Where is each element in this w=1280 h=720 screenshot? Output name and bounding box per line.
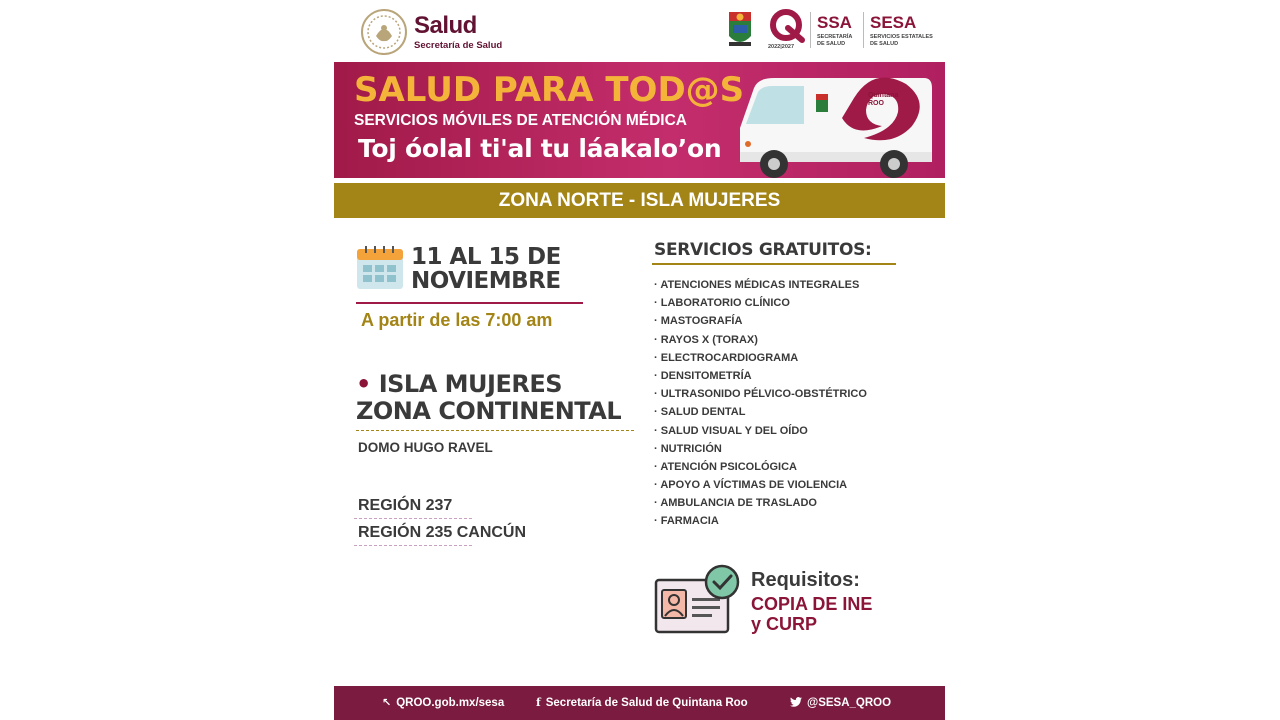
footer-web-link[interactable] (382, 686, 504, 720)
footer-twitter-link[interactable] (790, 686, 891, 720)
footer-web-text: QROO.gob.mx/sesa (396, 697, 505, 709)
zone-part2: ISLA MUJERES (640, 190, 781, 211)
date-line-2: NOVIEMBRE (411, 268, 561, 294)
event-venue: DOMO HUGO RAVEL (358, 440, 493, 455)
twitter-icon (790, 697, 802, 707)
region-1: REGIÓN 237 (358, 497, 453, 514)
q-years: 2022|2027 (768, 44, 795, 50)
event-time: A partir de las 7:00 am (361, 310, 553, 330)
list-item: · DENSITOMETRÍA (654, 367, 867, 385)
ssa-title: SSA (817, 13, 852, 32)
footer-twitter-text: @SESA_QROO (807, 697, 892, 709)
sesa-sub-1: SERVICIOS ESTATALES (870, 34, 933, 40)
event-place (356, 371, 621, 425)
van-label-1: Quintana (868, 92, 899, 99)
requirements-text (751, 594, 872, 634)
region-divider (354, 518, 472, 519)
footer-facebook-text: Secretaría de Salud de Quintana Roo (545, 697, 748, 709)
list-item: · SALUD VISUAL Y DEL OÍDO (654, 422, 867, 440)
banner-subtitle: SERVICIOS MÓVILES DE ATENCIÓN MÉDICA (354, 112, 688, 129)
date-divider (356, 302, 583, 304)
place-divider (356, 430, 634, 431)
cursor-icon: ↖︎ (382, 697, 392, 709)
id-card-check-icon (654, 564, 742, 636)
ssa-sub-1: SECRETARÍA (817, 34, 853, 40)
list-item: · LABORATORIO CLÍNICO (654, 294, 867, 312)
list-item: · FARMACIA (654, 512, 867, 530)
quintana-roo-shield-icon (727, 10, 753, 48)
requirement-1: COPIA DE INE (751, 594, 873, 614)
ssa-sub-2: DE SALUD (817, 40, 846, 47)
list-item: · ELECTROCARDIOGRAMA (654, 349, 867, 367)
header-divider (810, 12, 811, 48)
calendar-icon (356, 243, 404, 291)
place-line-2: ZONA CONTINENTAL (356, 397, 622, 425)
zone-separator: - (623, 190, 641, 211)
list-item: · ATENCIONES MÉDICAS INTEGRALES (654, 276, 867, 294)
van-label (868, 92, 898, 108)
poster (334, 0, 945, 720)
header-divider (863, 12, 864, 48)
gov-brand (414, 14, 502, 51)
services-title: SERVICIOS GRATUITOS: (654, 240, 872, 260)
event-dates (411, 245, 561, 293)
zone-part1: ZONA NORTE (498, 190, 624, 211)
zone-bar (334, 183, 945, 218)
list-item: · RAYOS X (TORAX) (654, 331, 867, 349)
region-divider (354, 545, 472, 546)
sesa-sub-2: DE SALUD (870, 40, 899, 47)
list-item: · AMBULANCIA DE TRASLADO (654, 494, 867, 512)
coat-of-arms-logo (360, 8, 408, 56)
banner-maya-slogan: Toj óolal ti'al tu láakalo’on (358, 134, 722, 163)
place-line-1: ISLA MUJERES (378, 370, 562, 398)
list-item: · ULTRASONIDO PÉLVICO-OBSTÉTRICO (654, 385, 867, 403)
list-item: · MASTOGRAFÍA (654, 312, 867, 330)
services-list (654, 276, 867, 531)
sesa-title: SESA (870, 13, 917, 32)
services-divider (652, 263, 896, 265)
footer-facebook-link[interactable] (536, 686, 748, 720)
list-item: · APOYO A VÍCTIMAS DE VIOLENCIA (654, 476, 867, 494)
list-item: · SALUD DENTAL (654, 403, 867, 421)
banner-title: SALUD PARA TOD@S (354, 70, 745, 110)
requirements-title: Requisitos: (751, 569, 860, 591)
list-item: · NUTRICIÓN (654, 440, 867, 458)
sesa-logo (870, 14, 933, 47)
main-banner (334, 62, 945, 178)
date-line-1: 11 AL 15 DE (411, 244, 561, 270)
gov-subtitle: Secretaría de Salud (414, 40, 503, 51)
facebook-icon: f (536, 696, 541, 709)
van-label-2: ROO (868, 100, 884, 107)
requirement-2: y CURP (751, 614, 818, 634)
mobile-clinic-van-icon (734, 68, 942, 178)
list-item: · ATENCIÓN PSICOLÓGICA (654, 458, 867, 476)
region-2: REGIÓN 235 CANCÚN (358, 524, 527, 541)
bullet-icon: • (356, 370, 379, 398)
footer (334, 686, 945, 720)
ssa-logo (817, 14, 852, 47)
gov-title: Salud (414, 12, 477, 39)
